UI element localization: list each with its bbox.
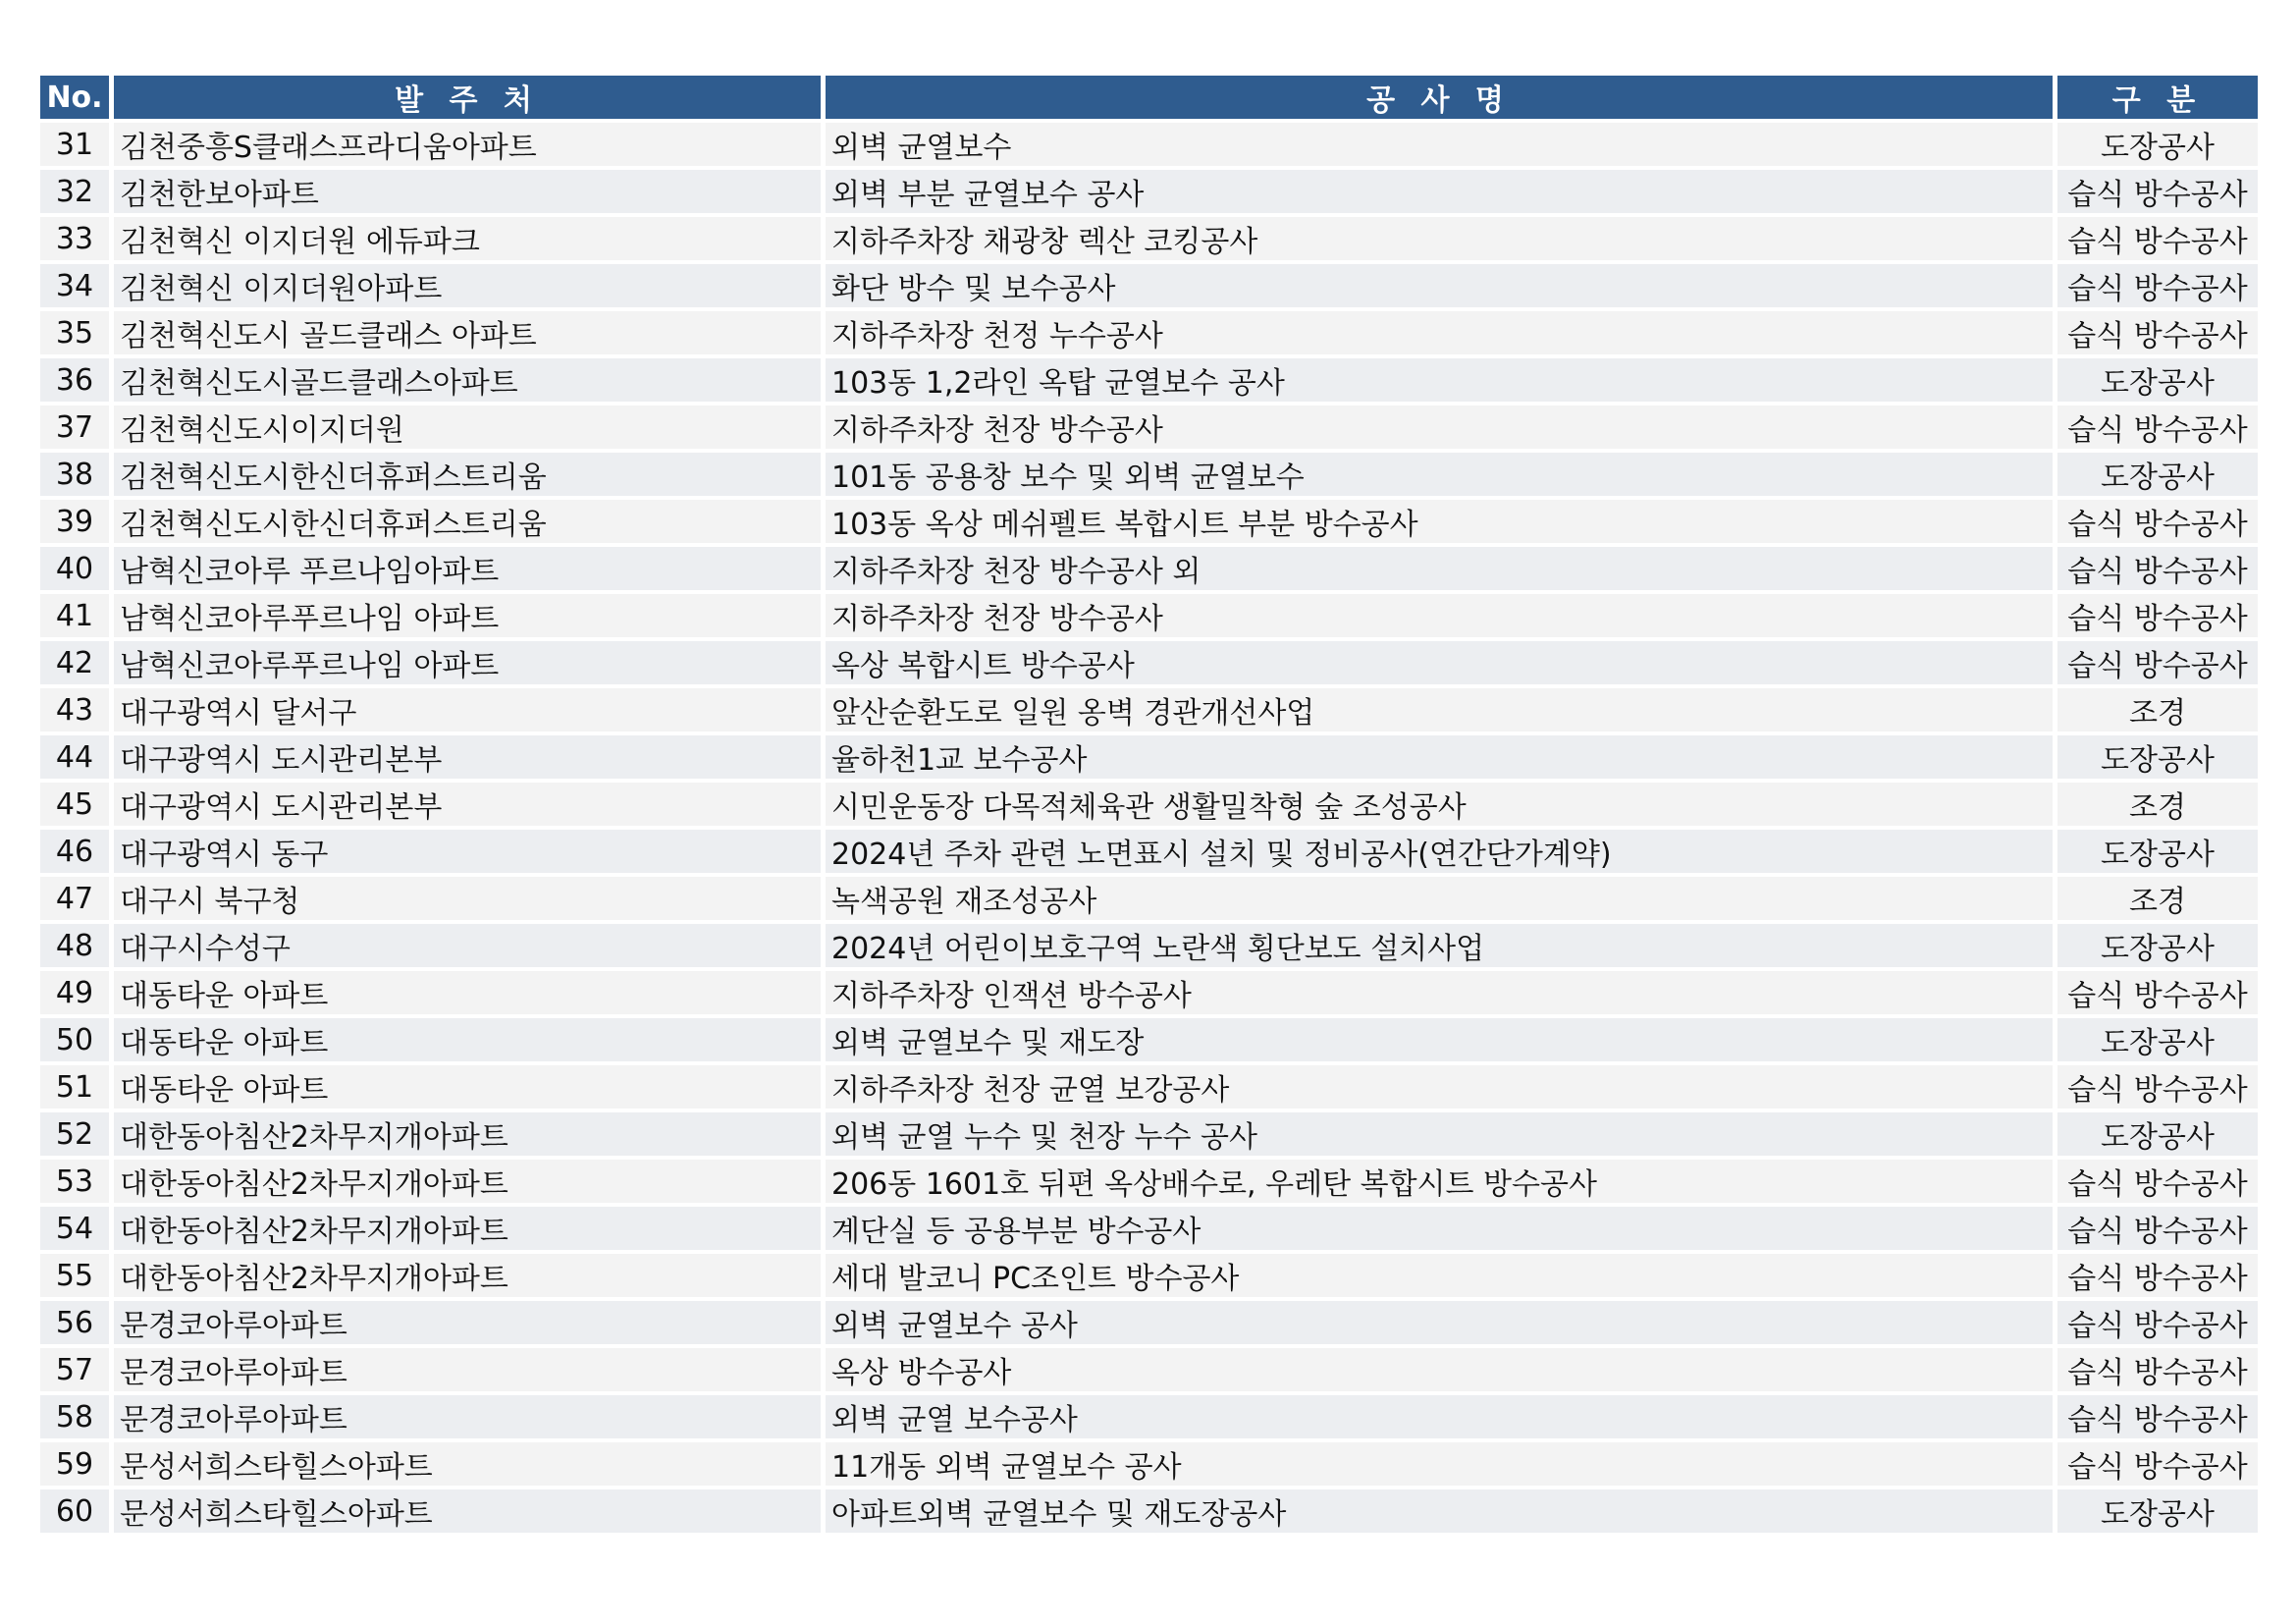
cell-project: 206동 1601호 뒤편 옥상배수로, 우레탄 복합시트 방수공사	[826, 1160, 2053, 1203]
table-row	[40, 1207, 2258, 1250]
cell-type: 습식 방수공사	[2057, 311, 2258, 354]
table-row	[40, 1160, 2258, 1203]
table-row	[40, 1301, 2258, 1344]
cell-project: 지하주차장 천장 방수공사 외	[826, 547, 2053, 590]
cell-client: 문경코아루아파트	[114, 1348, 821, 1391]
cell-type: 습식 방수공사	[2057, 170, 2258, 213]
cell-client: 문경코아루아파트	[114, 1301, 821, 1344]
cell-client: 문성서희스타힐스아파트	[114, 1442, 821, 1486]
cell-no: 49	[40, 971, 109, 1014]
cell-project: 계단실 등 공용부분 방수공사	[826, 1207, 2053, 1250]
cell-project: 지하주차장 인잭션 방수공사	[826, 971, 2053, 1014]
cell-no: 57	[40, 1348, 109, 1391]
cell-type: 도장공사	[2057, 1489, 2258, 1533]
cell-project: 103동 1,2라인 옥탑 균열보수 공사	[826, 358, 2053, 402]
cell-project: 지하주차장 천장 방수공사	[826, 594, 2053, 637]
construction-record-sheet	[40, 72, 2253, 1537]
cell-no: 58	[40, 1395, 109, 1438]
table-row	[40, 735, 2258, 779]
table-body	[40, 123, 2258, 1533]
cell-no: 42	[40, 641, 109, 684]
cell-no: 60	[40, 1489, 109, 1533]
cell-project: 11개동 외벽 균열보수 공사	[826, 1442, 2053, 1486]
table-row	[40, 924, 2258, 967]
cell-project: 2024년 주차 관련 노면표시 설치 및 정비공사(연간단가계약)	[826, 830, 2053, 873]
cell-no: 40	[40, 547, 109, 590]
cell-no: 31	[40, 123, 109, 166]
table-row	[40, 406, 2258, 449]
cell-no: 47	[40, 877, 109, 920]
table-row	[40, 971, 2258, 1014]
cell-type: 습식 방수공사	[2057, 594, 2258, 637]
cell-project: 101동 공용창 보수 및 외벽 균열보수	[826, 453, 2053, 496]
cell-no: 44	[40, 735, 109, 779]
cell-client: 대구광역시 달서구	[114, 688, 821, 731]
cell-type: 도장공사	[2057, 1112, 2258, 1156]
table-row	[40, 500, 2258, 543]
cell-no: 38	[40, 453, 109, 496]
table-row	[40, 1442, 2258, 1486]
cell-project: 율하천1교 보수공사	[826, 735, 2053, 779]
cell-client: 남혁신코아루푸르나임 아파트	[114, 641, 821, 684]
cell-no: 46	[40, 830, 109, 873]
table-row	[40, 1018, 2258, 1061]
cell-client: 대동타운 아파트	[114, 1065, 821, 1109]
cell-client: 문성서희스타힐스아파트	[114, 1489, 821, 1533]
cell-client: 김천혁신도시한신더휴퍼스트리움	[114, 453, 821, 496]
cell-client: 대동타운 아파트	[114, 1018, 821, 1061]
cell-no: 43	[40, 688, 109, 731]
table-row	[40, 217, 2258, 260]
cell-no: 50	[40, 1018, 109, 1061]
project-table	[35, 72, 2263, 1537]
cell-project: 옥상 복합시트 방수공사	[826, 641, 2053, 684]
table-row	[40, 264, 2258, 307]
cell-project: 외벽 균열 누수 및 천장 누수 공사	[826, 1112, 2053, 1156]
cell-client: 대구시수성구	[114, 924, 821, 967]
table-row	[40, 688, 2258, 731]
cell-no: 45	[40, 783, 109, 826]
cell-no: 59	[40, 1442, 109, 1486]
cell-project: 지하주차장 천정 누수공사	[826, 311, 2053, 354]
cell-type: 도장공사	[2057, 123, 2258, 166]
cell-type: 도장공사	[2057, 358, 2258, 402]
table-header-row	[40, 76, 2258, 119]
cell-no: 53	[40, 1160, 109, 1203]
cell-type: 습식 방수공사	[2057, 1395, 2258, 1438]
cell-project: 시민운동장 다목적체육관 생활밀착형 숲 조성공사	[826, 783, 2053, 826]
cell-client: 김천혁신 이지더원아파트	[114, 264, 821, 307]
cell-type: 습식 방수공사	[2057, 264, 2258, 307]
cell-project: 화단 방수 및 보수공사	[826, 264, 2053, 307]
table-row	[40, 594, 2258, 637]
cell-type: 습식 방수공사	[2057, 1348, 2258, 1391]
cell-client: 대동타운 아파트	[114, 971, 821, 1014]
table-row	[40, 358, 2258, 402]
header-type: 구 분	[2057, 76, 2258, 119]
cell-client: 김천중흥S클래스프라디움아파트	[114, 123, 821, 166]
cell-client: 대한동아침산2차무지개아파트	[114, 1112, 821, 1156]
cell-project: 지하주차장 천장 방수공사	[826, 406, 2053, 449]
cell-type: 조경	[2057, 783, 2258, 826]
cell-no: 36	[40, 358, 109, 402]
table-row	[40, 547, 2258, 590]
cell-project: 외벽 부분 균열보수 공사	[826, 170, 2053, 213]
cell-type: 습식 방수공사	[2057, 1160, 2258, 1203]
cell-project: 외벽 균열보수 및 재도장	[826, 1018, 2053, 1061]
cell-no: 35	[40, 311, 109, 354]
table-row	[40, 877, 2258, 920]
cell-no: 41	[40, 594, 109, 637]
cell-client: 대한동아침산2차무지개아파트	[114, 1160, 821, 1203]
cell-project: 녹색공원 재조성공사	[826, 877, 2053, 920]
table-row	[40, 453, 2258, 496]
table-row	[40, 1395, 2258, 1438]
cell-client: 대구광역시 도시관리본부	[114, 783, 821, 826]
cell-project: 2024년 어린이보호구역 노란색 횡단보도 설치사업	[826, 924, 2053, 967]
cell-project: 앞산순환도로 일원 옹벽 경관개선사업	[826, 688, 2053, 731]
table-row	[40, 641, 2258, 684]
cell-no: 52	[40, 1112, 109, 1156]
header-no: No.	[40, 76, 109, 119]
cell-client: 김천혁신도시 골드클래스 아파트	[114, 311, 821, 354]
cell-client: 김천혁신도시한신더휴퍼스트리움	[114, 500, 821, 543]
cell-no: 56	[40, 1301, 109, 1344]
cell-no: 51	[40, 1065, 109, 1109]
cell-no: 32	[40, 170, 109, 213]
cell-type: 도장공사	[2057, 735, 2258, 779]
cell-client: 문경코아루아파트	[114, 1395, 821, 1438]
cell-type: 습식 방수공사	[2057, 641, 2258, 684]
cell-no: 33	[40, 217, 109, 260]
cell-type: 도장공사	[2057, 924, 2258, 967]
cell-type: 조경	[2057, 877, 2258, 920]
cell-no: 34	[40, 264, 109, 307]
cell-type: 도장공사	[2057, 1018, 2258, 1061]
cell-client: 대한동아침산2차무지개아파트	[114, 1254, 821, 1297]
cell-type: 습식 방수공사	[2057, 1442, 2258, 1486]
cell-no: 48	[40, 924, 109, 967]
cell-no: 55	[40, 1254, 109, 1297]
cell-client: 남혁신코아루푸르나임 아파트	[114, 594, 821, 637]
cell-type: 도장공사	[2057, 830, 2258, 873]
table-row	[40, 830, 2258, 873]
cell-client: 대구시 북구청	[114, 877, 821, 920]
table-row	[40, 1348, 2258, 1391]
cell-client: 김천혁신 이지더원 에듀파크	[114, 217, 821, 260]
cell-project: 옥상 방수공사	[826, 1348, 2053, 1391]
cell-project: 외벽 균열보수	[826, 123, 2053, 166]
cell-type: 습식 방수공사	[2057, 971, 2258, 1014]
cell-no: 54	[40, 1207, 109, 1250]
cell-type: 습식 방수공사	[2057, 1207, 2258, 1250]
cell-project: 세대 발코니 PC조인트 방수공사	[826, 1254, 2053, 1297]
cell-type: 습식 방수공사	[2057, 500, 2258, 543]
cell-client: 김천혁신도시이지더원	[114, 406, 821, 449]
cell-type: 습식 방수공사	[2057, 1254, 2258, 1297]
cell-no: 37	[40, 406, 109, 449]
cell-type: 습식 방수공사	[2057, 547, 2258, 590]
cell-client: 남혁신코아루 푸르나임아파트	[114, 547, 821, 590]
table-row	[40, 311, 2258, 354]
cell-project: 지하주차장 채광창 렉산 코킹공사	[826, 217, 2053, 260]
cell-project: 지하주차장 천장 균열 보강공사	[826, 1065, 2053, 1109]
cell-type: 도장공사	[2057, 453, 2258, 496]
cell-no: 39	[40, 500, 109, 543]
cell-type: 습식 방수공사	[2057, 217, 2258, 260]
table-row	[40, 783, 2258, 826]
cell-type: 습식 방수공사	[2057, 1301, 2258, 1344]
cell-project: 아파트외벽 균열보수 및 재도장공사	[826, 1489, 2053, 1533]
cell-type: 조경	[2057, 688, 2258, 731]
cell-project: 103동 옥상 메쉬펠트 복합시트 부분 방수공사	[826, 500, 2053, 543]
cell-client: 대구광역시 동구	[114, 830, 821, 873]
table-row	[40, 1489, 2258, 1533]
cell-project: 외벽 균열보수 공사	[826, 1301, 2053, 1344]
header-client: 발 주 처	[114, 76, 821, 119]
table-row	[40, 1254, 2258, 1297]
cell-project: 외벽 균열 보수공사	[826, 1395, 2053, 1438]
table-row	[40, 1065, 2258, 1109]
table-row	[40, 1112, 2258, 1156]
cell-type: 습식 방수공사	[2057, 406, 2258, 449]
table-row	[40, 170, 2258, 213]
cell-client: 대구광역시 도시관리본부	[114, 735, 821, 779]
table-row	[40, 123, 2258, 166]
cell-client: 대한동아침산2차무지개아파트	[114, 1207, 821, 1250]
cell-type: 습식 방수공사	[2057, 1065, 2258, 1109]
cell-client: 김천혁신도시골드클래스아파트	[114, 358, 821, 402]
header-project: 공 사 명	[826, 76, 2053, 119]
cell-client: 김천한보아파트	[114, 170, 821, 213]
